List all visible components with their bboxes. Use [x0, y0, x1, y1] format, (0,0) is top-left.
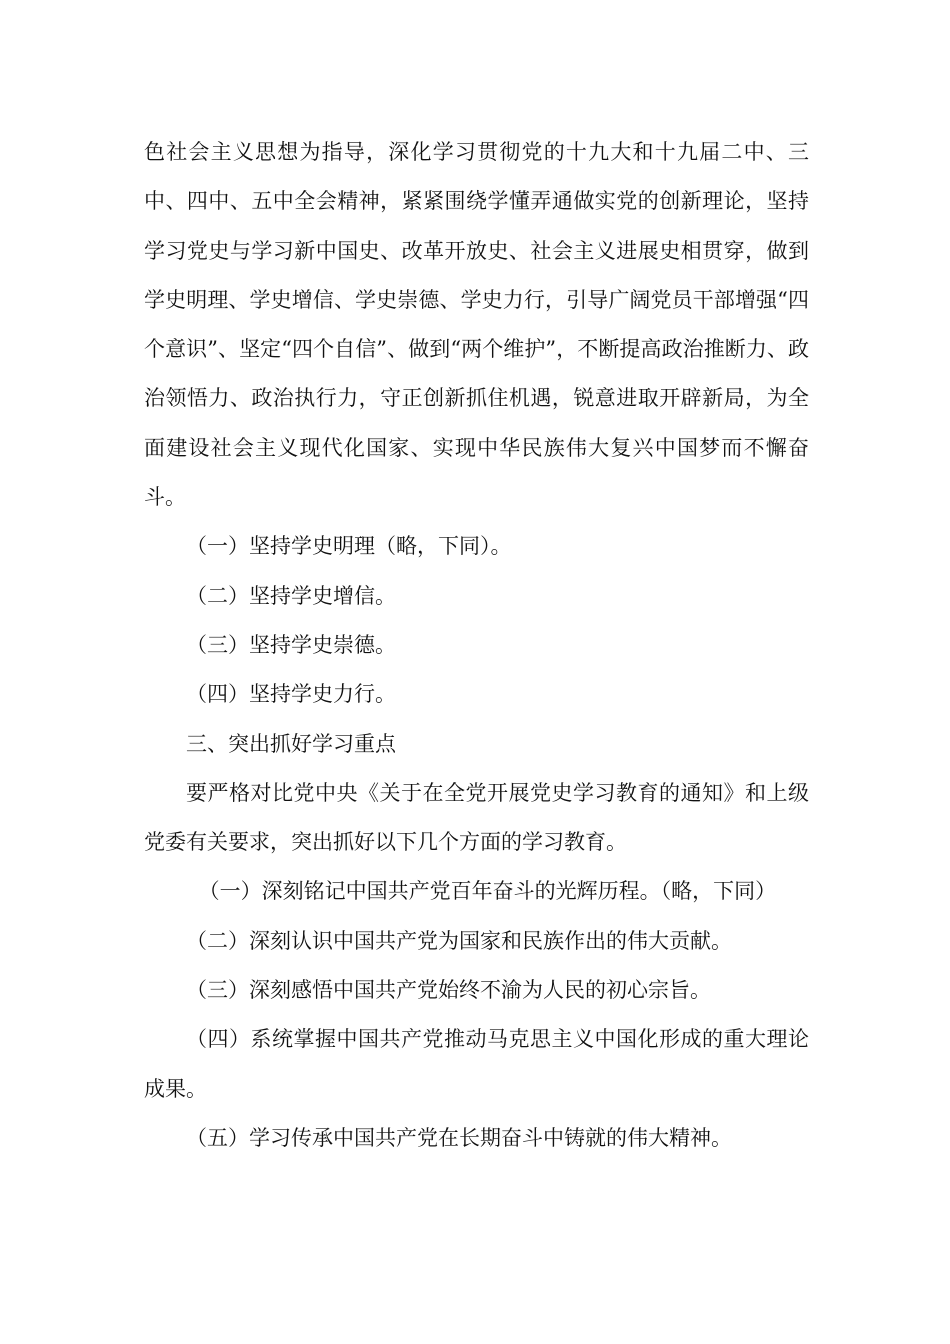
paragraph-focus-1: （一）深刻铭记中国共产党百年奋斗的光辉历程。（略，下同）	[198, 879, 777, 904]
paragraph-requirement: 要严格对比党中央《关于在全党开展党史学习教育的通知》和上级党委有关要求，突出抓好以下几个方面的学习教育。	[144, 780, 809, 855]
paragraph-item-3: （三）坚持学史崇德。	[186, 632, 396, 657]
paragraph-focus-3: （三）深刻感悟中国共产党始终不渝为人民的初心宗旨。	[186, 978, 711, 1003]
paragraph-focus-5: （五）学习传承中国共产党在长期奋斗中铸就的伟大精神。	[186, 1125, 732, 1150]
paragraph-focus-4: （四）系统掌握中国共产党推动马克思主义中国化形成的重大理论成果。	[144, 1027, 809, 1101]
paragraph-item-1: （一）坚持学史明理（略，下同）。	[186, 534, 512, 559]
paragraph-item-4: （四）坚持学史力行。	[186, 682, 396, 707]
paragraph-item-2: （二）坚持学史增信。	[186, 583, 396, 608]
document-page	[144, 128, 809, 1163]
paragraph-guiding-thought: 色社会主义思想为指导，深化学习贯彻党的十九大和十九届二中、三中、四中、五中全会精神，紧紧围绕学懂弄通做实党的创新理论，坚持学习党史与学习新中国史、改革开放史、社会主义进展史相贯穿，做到学史明理、学史增信、学史崇德、学史力行，引导广阔党员干部增强“四个意识”、坚定“四个自信”、做到“两个维护”，不断提高政治推断力、政治领悟力、政治执行力，守正创新抓住机遇，锐意进取开辟新局，为全面建设社会主义现代化国家、实现中华民族伟大复兴中国梦而不懈奋斗。	[144, 140, 809, 510]
section-heading-3: 三、突出抓好学习重点	[186, 731, 396, 756]
paragraph-focus-2: （二）深刻认识中国共产党为国家和民族作出的伟大贡献。	[186, 928, 732, 953]
